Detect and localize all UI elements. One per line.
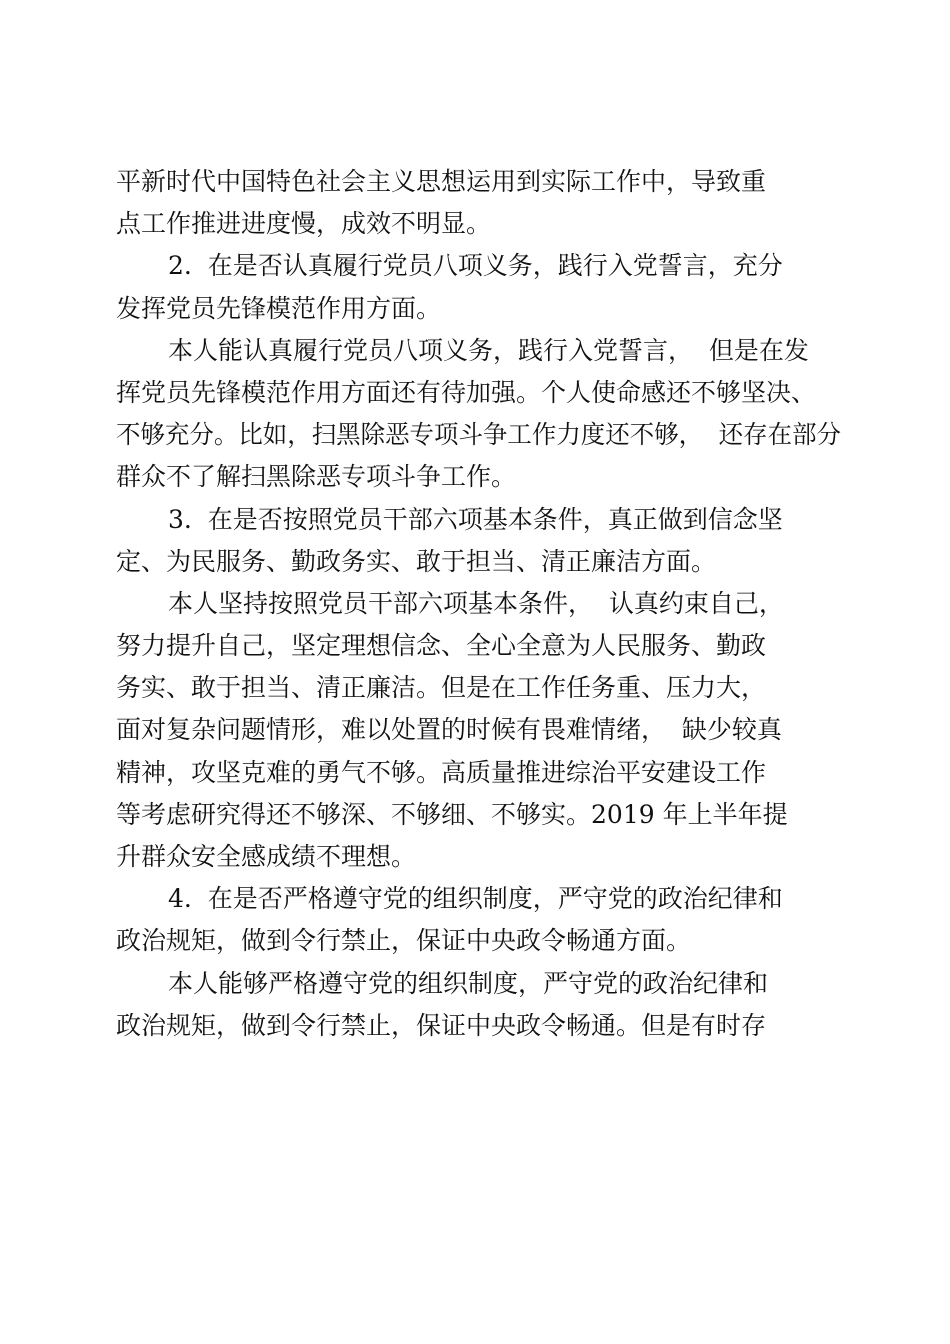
text-line: 不够充分。比如，扫黑除恶专项斗争工作力度还不够， 还存在部分 (116, 420, 841, 450)
text-line: 升群众安全感成绩不理想。 (116, 842, 417, 871)
text-line: 定、为民服务、勤政务实、敢于担当、清正廉洁方面。 (116, 546, 717, 576)
text-line: 本人坚持按照党员干部六项基本条件， 认真约束自己， (168, 588, 784, 618)
text-line: 努力提升自己，坚定理想信念、全心全意为人民服务、勤政 (116, 631, 767, 661)
text-line: 点工作推进进度慢，成效不明显。 (116, 209, 492, 239)
document-body (116, 161, 841, 1047)
text-line: 等考虑研究得还不够深、不够细、不够实。2019 年上半年提 (116, 799, 788, 829)
text-line: 本人能认真履行党员八项义务，践行入党誓言， 但是在发 (168, 335, 809, 365)
text-line: 平新时代中国特色社会主义思想运用到实际工作中，导致重 (116, 167, 767, 196)
text-line: 务实、敢于担当、清正廉洁。但是在工作任务重、压力大， (116, 673, 767, 703)
text-line: 2. 在是否认真履行党员八项义务，践行入党誓言，充分 (168, 251, 783, 281)
text-line: 发挥党员先锋模范作用方面。 (116, 293, 442, 323)
text-line: 面对复杂问题情形，难以处置的时候有畏难情绪， 缺少较真 (116, 715, 782, 745)
text-line: 群众不了解扫黑除恶专项斗争工作。 (116, 462, 517, 492)
text-line: 4. 在是否严格遵守党的组织制度，严守党的政治纪律和 (168, 884, 783, 914)
text-line: 政治规矩，做到令行禁止，保证中央政令畅通。但是有时存 (116, 1010, 767, 1040)
text-line: 政治规矩，做到令行禁止，保证中央政令畅通方面。 (116, 926, 692, 956)
text-line: 精神，攻坚克难的勇气不够。高质量推进综治平安建设工作 (116, 757, 767, 787)
text-line: 本人能够严格遵守党的组织制度，严守党的政治纪律和 (168, 968, 769, 998)
text-line: 3. 在是否按照党员干部六项基本条件，真正做到信念坚 (168, 504, 783, 534)
text-line: 挥党员先锋模范作用方面还有待加强。个人使命感还不够坚决、 (116, 377, 817, 407)
